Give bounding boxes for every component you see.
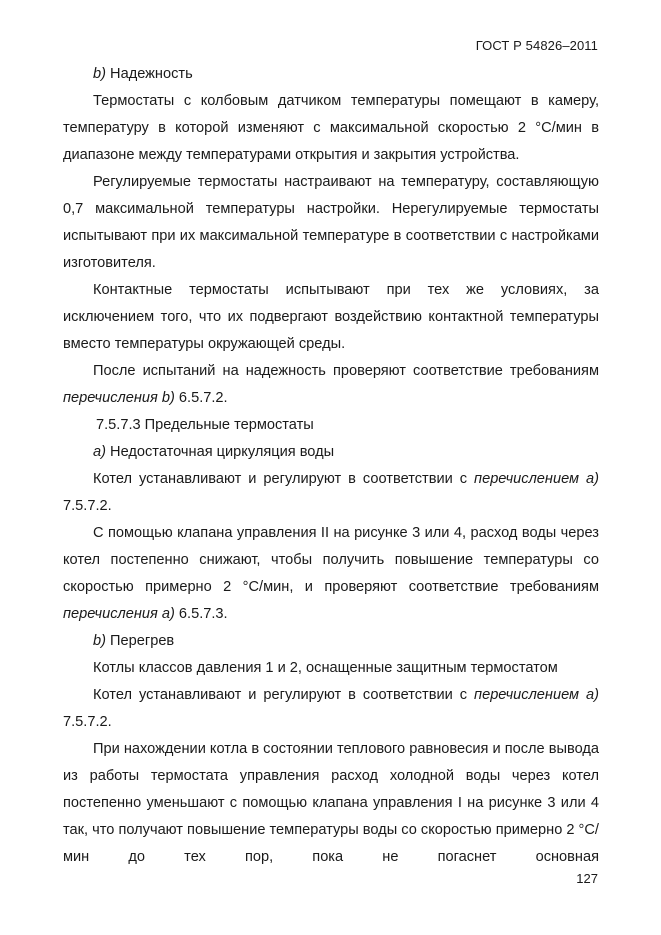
paragraph bbox=[63, 466, 599, 520]
document-body bbox=[63, 61, 599, 871]
paragraph-text: Котел устанавливают и регулируют в соответствии с bbox=[93, 687, 475, 703]
paragraph-italic-reference: перечисления а) bbox=[63, 606, 175, 622]
document-id: ГОСТ Р 54826–2011 bbox=[475, 38, 598, 53]
paragraph: Котлы классов давления 1 и 2, оснащенные защитным термостатом bbox=[93, 660, 558, 676]
subheading-text: Надежность bbox=[105, 66, 193, 82]
paragraph-text: 6.5.7.2. bbox=[174, 390, 228, 406]
list-marker: b) bbox=[93, 66, 106, 82]
paragraph-subheading-reliability bbox=[63, 61, 599, 88]
paragraph bbox=[63, 520, 599, 628]
list-marker: а) bbox=[93, 444, 106, 460]
paragraph-text: Котел устанавливают и регулируют в соответствии с bbox=[93, 471, 475, 487]
section-heading: 7.5.7.3 Предельные термостаты bbox=[96, 417, 314, 433]
paragraph-text: 7.5.7.2. bbox=[63, 498, 112, 514]
paragraph bbox=[63, 682, 599, 736]
paragraph-subheading-circulation bbox=[63, 439, 599, 466]
paragraph-italic-reference: перечислением а) bbox=[474, 471, 599, 487]
paragraph: Контактные термостаты испытывают при тех же условиях, за исключением того, что их подвергают воздействию контактной температуры вместо температуры окружающей среды. bbox=[63, 282, 599, 352]
paragraph: При нахождении котла в состоянии теплового равновесия и после вывода из работы термостата управления расход холодной воды через котел постепенно уменьшают с помощью клапана управления I на рисунке 3 или 4 так, что получают повышение температуры воды со скоростью примерно 2 °С/мин до тех пор, пока не погаснет основная bbox=[63, 741, 599, 865]
paragraph-italic-reference: перечислением а) bbox=[474, 687, 599, 703]
document-header bbox=[476, 38, 598, 53]
list-marker: b) bbox=[93, 633, 106, 649]
subheading-text: Перегрев bbox=[105, 633, 175, 649]
paragraph-subheading-overheat bbox=[63, 628, 599, 655]
subheading-text: Недостаточная циркуляция воды bbox=[105, 444, 335, 460]
paragraph: Термостаты с колбовым датчиком температуры помещают в камеру, температуру в которой изменяют с максимальной скоростью 2 °С/мин в диапазоне между температурами открытия и закрытия устройства. bbox=[63, 93, 599, 163]
paragraph: Регулируемые термостаты настраивают на температуру, составляющую 0,7 максимальной температуры настройки. Нерегулируемые термостаты испытывают при их максимальной температуре в соответствии с настройками изготовителя. bbox=[63, 174, 599, 271]
page-number: 127 bbox=[576, 871, 598, 886]
paragraph-text: С помощью клапана управления II на рисунке 3 или 4, расход воды через котел постепенно снижают, чтобы получить повышение температуры со скоростью примерно 2 °С/мин, и проверяют соответствие требованиям bbox=[63, 525, 599, 595]
paragraph-text: 7.5.7.2. bbox=[63, 714, 112, 730]
paragraph-text: 6.5.7.3. bbox=[174, 606, 228, 622]
paragraph-text: После испытаний на надежность проверяют соответствие требованиям bbox=[93, 363, 599, 379]
paragraph bbox=[63, 358, 599, 412]
paragraph-italic-reference: перечисления b) bbox=[63, 390, 175, 406]
